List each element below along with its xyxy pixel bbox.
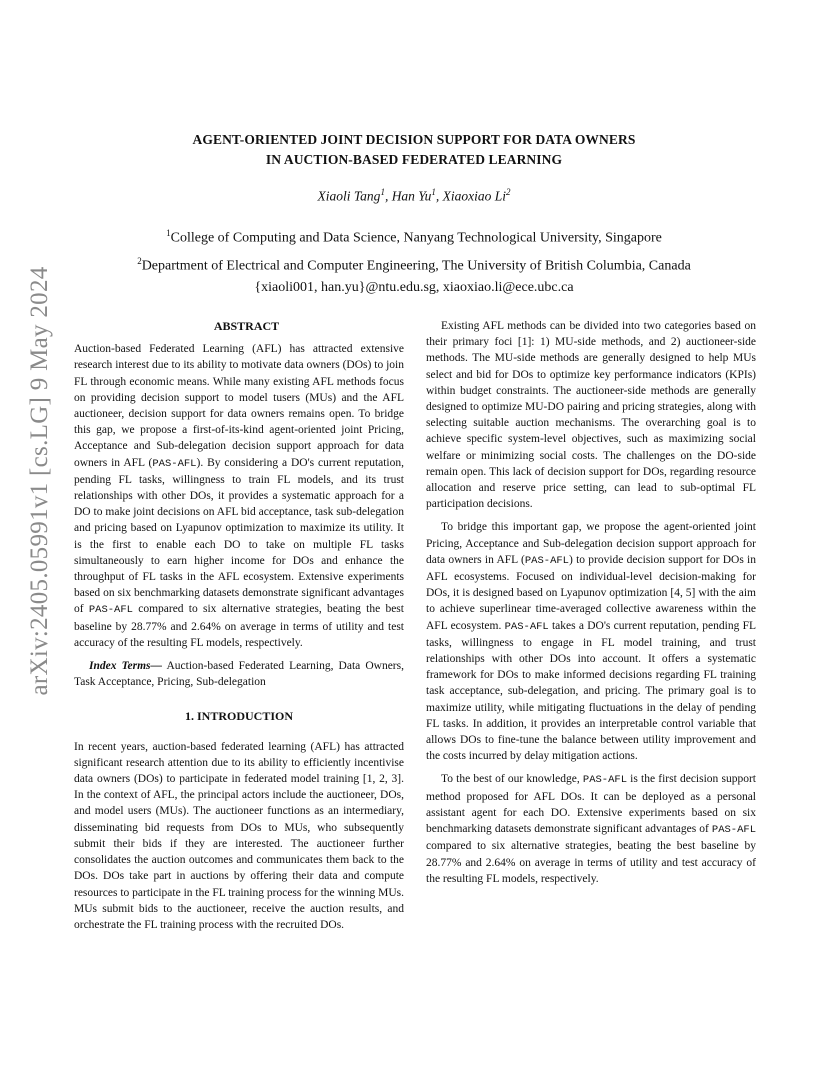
method-abbr: PAS-AFL [711,824,756,837]
abstract-part: ). By considering a DO's current reputation, pending FL tasks, willingness to train FL models, and its trust relationships with other DOs, it provides a systematic approach for a DO to make joint decisions on AFL bid acceptance, task sub-delegation and pricing based on Lyapunov optimization to maximize its utility. It is the first to enable each DO to take on multiple FL tasks simultaneously to earn higher income for DOs and enhance the throughput of FL tasks in the AFL ecosystem. Extensive experiments based on six benchmarking datasets demonstrate significant advantages of [74,456,405,616]
author-name: Han Yu [391,188,432,204]
intro-paragraph-4 [426,771,756,886]
author-sup: 1 [380,187,385,197]
intro-part: To the best of our knowledge, [441,773,583,786]
author-sup: 2 [505,187,511,197]
method-abbr: PAS-AFL [152,457,197,470]
index-terms-label: Index Terms— [89,660,163,673]
affiliation-sup: 2 [137,255,142,266]
title-line-1: AGENT-ORIENTED JOINT DECISION SUPPORT FOR DATA OWNERS [192,132,636,147]
right-column [426,318,756,887]
abstract-part: Auction-based Federated Learning (AFL) has attracted extensive research interest due to its ability to motivate data owners (DOs) to join FL through economic means. While many existing AFL methods focus on providing decision support to model tusers (MUs) and the AFL auctioneer, decision support for data owners remains open. To bridge this gap, we propose a first-of-its-kind agent-oriented joint Pricing, Acceptance and Sub-delegation decision support approach for data owners in AFL ( [74,343,404,469]
intro-paragraph-1: In recent years, auction-based federated learning (AFL) has attracted significant research attention due to its ability to efficiently incentivise data owners (DOs) to participate in federated model training [1, 2, 3]. In the context of AFL, the principal actors include the auctioneer, DOs, and model users (MUs). The auctioneer functions as an intermediary, disseminating bid requests from DOs to MUs, who subsequently submit their bids if they are interested. The auctioneer further consolidates the auction outcomes and communicates them back to the DOs. DOs take part in auctions by offering their data and compute resources to participate in the FL training process for the winning MUs. MUs submit bids to the auctioneer, receive the auction results, and orchestrate the FL training process with the recruited DOs. [74,740,404,931]
method-abbr: PAS-AFL [524,554,569,567]
title-line-2: IN AUCTION-BASED FEDERATED LEARNING [265,152,563,167]
affiliation-text: College of Computing and Data Science, Nanyang Technological University, Singapore [170,230,662,246]
intro-part: takes a DO's current reputation, pending FL tasks, willingness to engage in FL model training, and trust relationships with other DOs into account. It offers a systematic framework for DOs to make informed decisions regarding FL training task acceptance, sub-delegation, and pricing. The primary goal is to maximize utility, while mitigating fluctuations in the delay of pending FL tasks. In addition, it provides an interpretable control variable that allows DOs to fine-tune the balance between utility improvement and the costs incurred by delay mitigation actions. [426,619,756,763]
author-list: Xiaoli Tang$^1$, Han Yu$^1$, Xiaoxiao Li$^2$ [317,187,511,204]
method-abbr: PAS-AFL [88,604,133,617]
intro-paragraph-2: Existing AFL methods can be divided into two categories based on their primary foci [1]: 1) MU-side methods, and 2) auctioneer-side methods. The MU-side methods are generally designed to help MUs select and bid for DOs to optimize key performance indicators (KPIs) within budget constraints. The auctioneer-side methods are generally designed to optimize MU-DO pairing and pricing strategies, along with selecting suitable auction mechanisms. The overarching goal is to achieve specific system-level objectives, such as maximizing social welfare or minimizing social costs. The challenges on the DO-side remain open. This lack of decision support for DOs, regarding resource allocation and reserve price setting, can lead to sub-optimal FL participation decisions. [426,320,756,511]
arxiv-stamp-text: arXiv:2405.05991v1 [cs.LG] 9 May 2024 [26,266,53,696]
author-name: Xiaoli Tang [317,188,381,204]
affiliation-text: Department of Electrical and Computer Engineering, The University of British Columbia, Canada [141,258,691,274]
intro-heading: 1. INTRODUCTION [184,709,293,724]
affiliation-sup: 1 [166,228,171,238]
intro-part: To bridge this important gap, we propose the agent-oriented joint Pricing, Acceptance and Sub-delegation decision support approach for data owners in AFL ( [426,521,756,566]
affiliation-1 [0,222,828,250]
index-terms-text: Auction-based Federated Learning, Data Owners, Task Acceptance, Pricing, Sub-delegation [74,660,404,689]
method-abbr: PAS-AFL [582,774,627,787]
intro-paragraph-3 [426,519,756,764]
emails: {xiaoli001, han.yu}@ntu.edu.sg, xiaoxiao.li@ece.ubc.ca [254,280,574,296]
affiliations [0,222,828,299]
left-column [74,318,404,933]
abstract-text [74,341,404,651]
author-sup: 1 [431,187,436,197]
intro-part: is the first decision support method proposed for AFL DOs. It can be deployed as a personal assistant agent for each DO. Extensive experiments based on six benchmarking datasets demonstrate significant advantages of [426,773,756,836]
method-abbr: PAS-AFL [504,620,549,633]
abstract-heading: ABSTRACT [213,319,280,333]
abstract-part: compared to six alternative strategies, beating the best baseline by 28.77% and 2.64% on average in terms of utility and test accuracy of the resulting FL models, respectively. [74,603,404,649]
arxiv-stamp [20,266,60,696]
author-name: Xiaoxiao Li [442,188,506,204]
index-terms [74,658,404,690]
intro-part: compared to six alternative strategies, beating the best baseline by 28.77% and 2.64% on average in terms of utility and test accuracy of the resulting FL models, respectively. [426,840,756,885]
paper-title [0,130,828,170]
affiliation-2 [0,250,828,278]
intro-part: ) to provide decision support for DOs in AFL ecosystems. Focused on individual-level decision-making for DOs, it is designed based on Lyapunov optimization [4, 5] with the aim to achieve superlinear time-averaged collective awareness within the AFL ecosystem. [426,553,757,632]
